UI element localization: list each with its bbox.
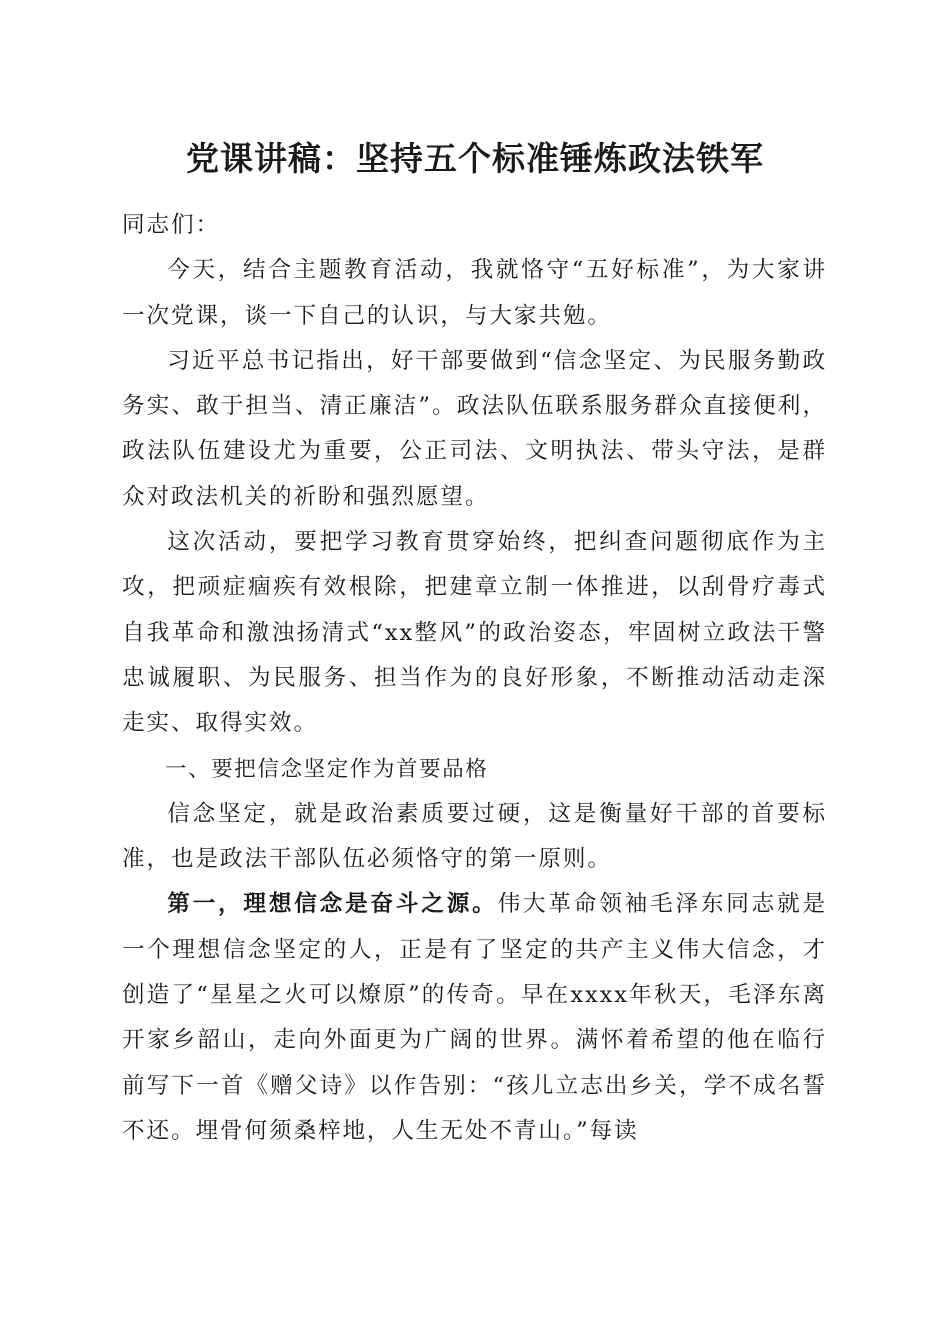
document-title: 党课讲稿：坚持五个标准锤炼政法铁军 bbox=[186, 139, 764, 178]
section-heading-1: 一、要把信念坚定作为首要品格 bbox=[165, 756, 489, 782]
paragraph-ideals-text: 伟大革命领袖毛泽东同志就是一个理想信念坚定的人，正是有了坚定的共产主义伟大信念，才创造了“星星之火可以燎原”的传奇。早在xxxx年秋天，毛泽东离开家乡韶山，走向外面更为广阔的世界。满怀着希望的他在临行前写下一首《赠父诗》以作告别：“孩儿立志出乡关，学不成名誓不还。埋骨何须桑梓地，人生无处不青山。”每读 bbox=[122, 891, 828, 1144]
paragraph-faith: 信念坚定，就是政治素质要过硬，这是衡量好干部的首要标准，也是政法干部队伍必须恪守的第一原则。 bbox=[122, 800, 827, 873]
paragraph-ideals bbox=[122, 882, 827, 1154]
paragraph-intro: 今天，结合主题教育活动，我就恪守“五好标准”，为大家讲一次党课，谈一下自己的认识，与大家共勉。 bbox=[122, 257, 827, 329]
paragraph-lead-bold: 第一，理想信念是奋斗之源。 bbox=[167, 891, 498, 918]
paragraph-xi-quote: 习近平总书记指出，好干部要做到“信念坚定、为民服务勤政务实、敢于担当、清正廉洁”。政法队伍联系服务群众直接便利，政法队伍建设尤为重要，公正司法、文明执法、带头守法，是群众对政法机关的祈盼和强烈愿望。 bbox=[122, 347, 827, 510]
document-body bbox=[122, 203, 827, 1154]
paragraph-activity: 这次活动，要把学习教育贯穿始终，把纠查问题彻底作为主攻，把顽症痼疾有效根除，把建章立制一体推进，以刮骨疗毒式自我革命和激浊扬清式“xx整风”的政治姿态，牢固树立政法干警忠诚履职、为民服务、担当作为的良好形象，不断推动活动走深走实、取得实效。 bbox=[122, 529, 827, 737]
salutation: 同志们： bbox=[122, 212, 220, 238]
